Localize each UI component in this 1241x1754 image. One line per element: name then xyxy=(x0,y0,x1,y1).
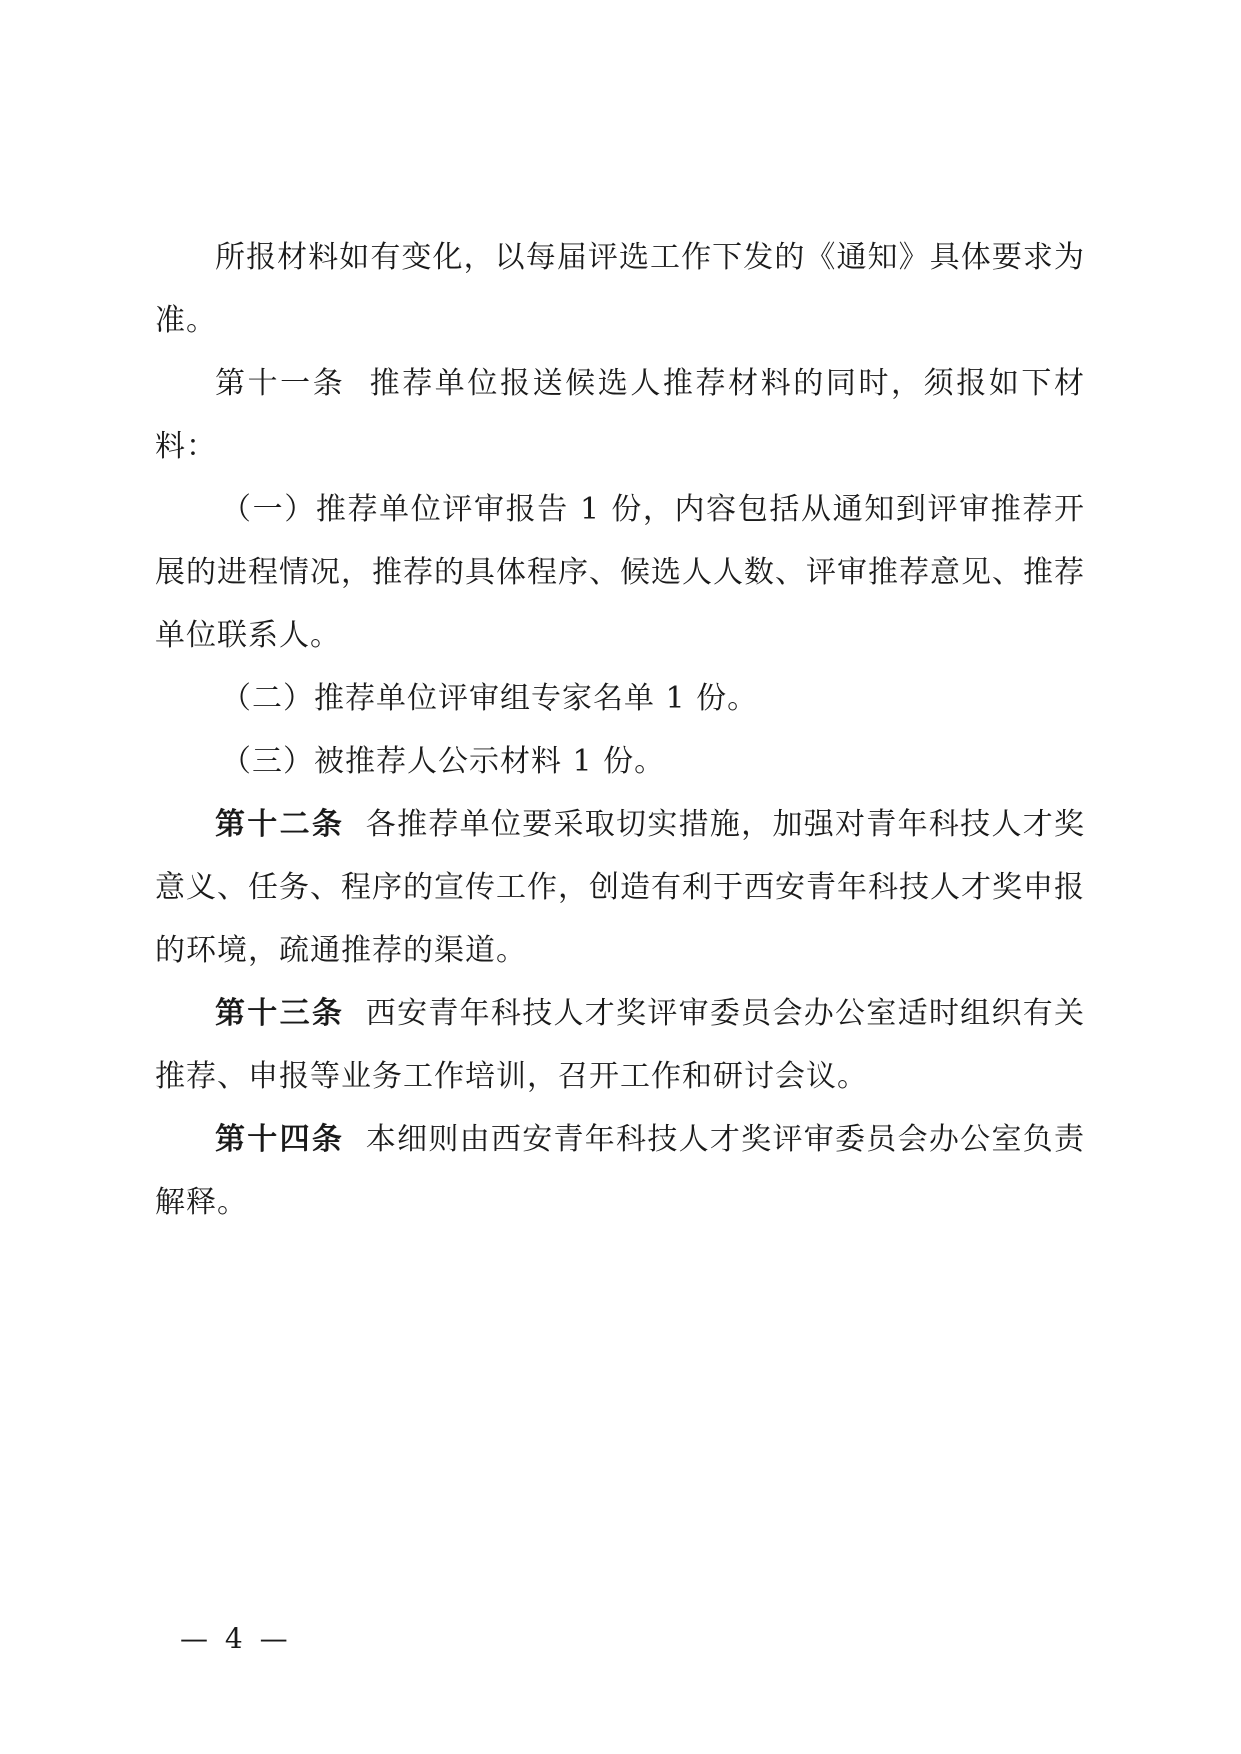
list-item-text: （二）推荐单位评审组专家名单 1 份。 xyxy=(221,681,759,716)
page-number: — 4 — xyxy=(180,1622,292,1655)
article-13-heading: 第十三条 xyxy=(215,996,345,1031)
article-11-heading: 第十一条 xyxy=(215,366,346,401)
article-14 xyxy=(155,1108,1085,1234)
paragraph-materials-change xyxy=(155,226,1085,352)
article-12 xyxy=(155,793,1085,982)
article-12-heading: 第十二条 xyxy=(215,807,345,842)
article-13-body: 西安青年科技人才奖评审委员会办公室适时组织有关推荐、申报等业务工作培训，召开工作和研讨会议。 xyxy=(155,996,1086,1094)
article-13 xyxy=(155,982,1085,1108)
paragraph-text: 所报材料如有变化，以每届评选工作下发的《通知》具体要求为准。 xyxy=(155,240,1085,338)
document-body xyxy=(155,226,1085,1234)
article-11-body: 推荐单位报送候选人推荐材料的同时，须报如下材料： xyxy=(155,366,1086,464)
list-item-2 xyxy=(155,667,1085,730)
list-item-text: （一）推荐单位评审报告 1 份，内容包括从通知到评审推荐开展的进程情况，推荐的具体程序、候选人人数、评审推荐意见、推荐单位联系人。 xyxy=(155,492,1085,653)
list-item-1 xyxy=(155,478,1085,667)
list-item-3 xyxy=(155,730,1085,793)
article-14-body: 本细则由西安青年科技人才奖评审委员会办公室负责解释。 xyxy=(155,1122,1086,1220)
list-item-text: （三）被推荐人公示材料 1 份。 xyxy=(221,744,666,779)
article-14-heading: 第十四条 xyxy=(215,1122,345,1157)
article-11 xyxy=(155,352,1085,478)
article-12-body: 各推荐单位要采取切实措施，加强对青年科技人才奖意义、任务、程序的宣传工作，创造有利于西安青年科技人才奖申报的环境，疏通推荐的渠道。 xyxy=(155,807,1086,968)
